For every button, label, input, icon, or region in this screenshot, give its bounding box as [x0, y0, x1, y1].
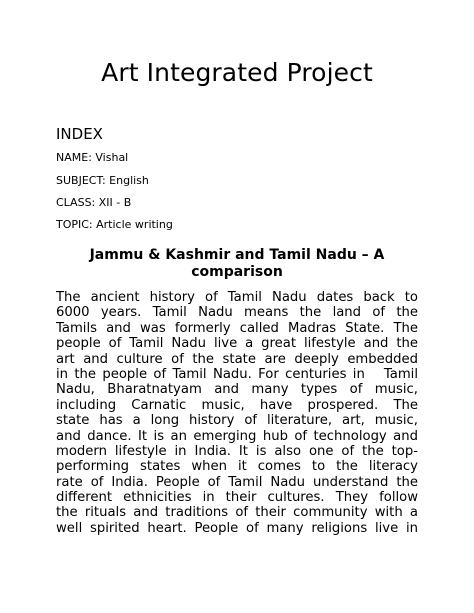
article-heading — [56, 247, 418, 281]
index-heading: INDEX — [56, 125, 103, 143]
article-body — [56, 290, 418, 536]
body-line: the rituals and traditions of their community with a — [56, 505, 418, 521]
body-line: The ancient history of Tamil Nadu dates back to — [56, 290, 418, 305]
body-line: rate of India. People of Tamil Nadu understand the — [56, 474, 418, 490]
body-line: Tamils and was formerly called Madras State. The — [56, 320, 418, 336]
body-line: performing states when it comes to the literacy — [56, 459, 418, 475]
article-heading-line: Jammu & Kashmir and Tamil Nadu – A — [89, 247, 385, 263]
body-line: state has a long history of literature, art, music, — [56, 413, 418, 429]
body-line: in the people of Tamil Nadu. For centuries in Tamil — [56, 366, 418, 382]
document-title: Art Integrated Project — [101, 58, 373, 87]
body-line: 6000 years. Tamil Nadu means the land of the — [56, 305, 418, 321]
meta-name: NAME: Vishal — [56, 151, 129, 164]
body-line: modern lifestyle in India. It is also one of the top- — [56, 443, 418, 459]
body-line: including Carnatic music, have prospered. The — [56, 397, 418, 413]
article-heading-line: comparison — [191, 264, 283, 280]
body-line: art and culture of the state are deeply embedded — [56, 351, 418, 367]
body-line: and dance. It is an emerging hub of technology and — [56, 428, 418, 444]
body-line: Nadu, Bharatnatyam and many types of music, — [56, 382, 418, 398]
body-line: different ethnicities in their cultures. They follow — [56, 490, 418, 506]
body-line: well spirited heart. People of many religions live in — [56, 520, 418, 536]
body-line: people of Tamil Nadu live a great lifestyle and the — [56, 336, 418, 352]
meta-topic: TOPIC: Article writing — [56, 218, 173, 231]
meta-subject: SUBJECT: English — [56, 174, 149, 187]
meta-class: CLASS: XII - B — [56, 196, 132, 209]
